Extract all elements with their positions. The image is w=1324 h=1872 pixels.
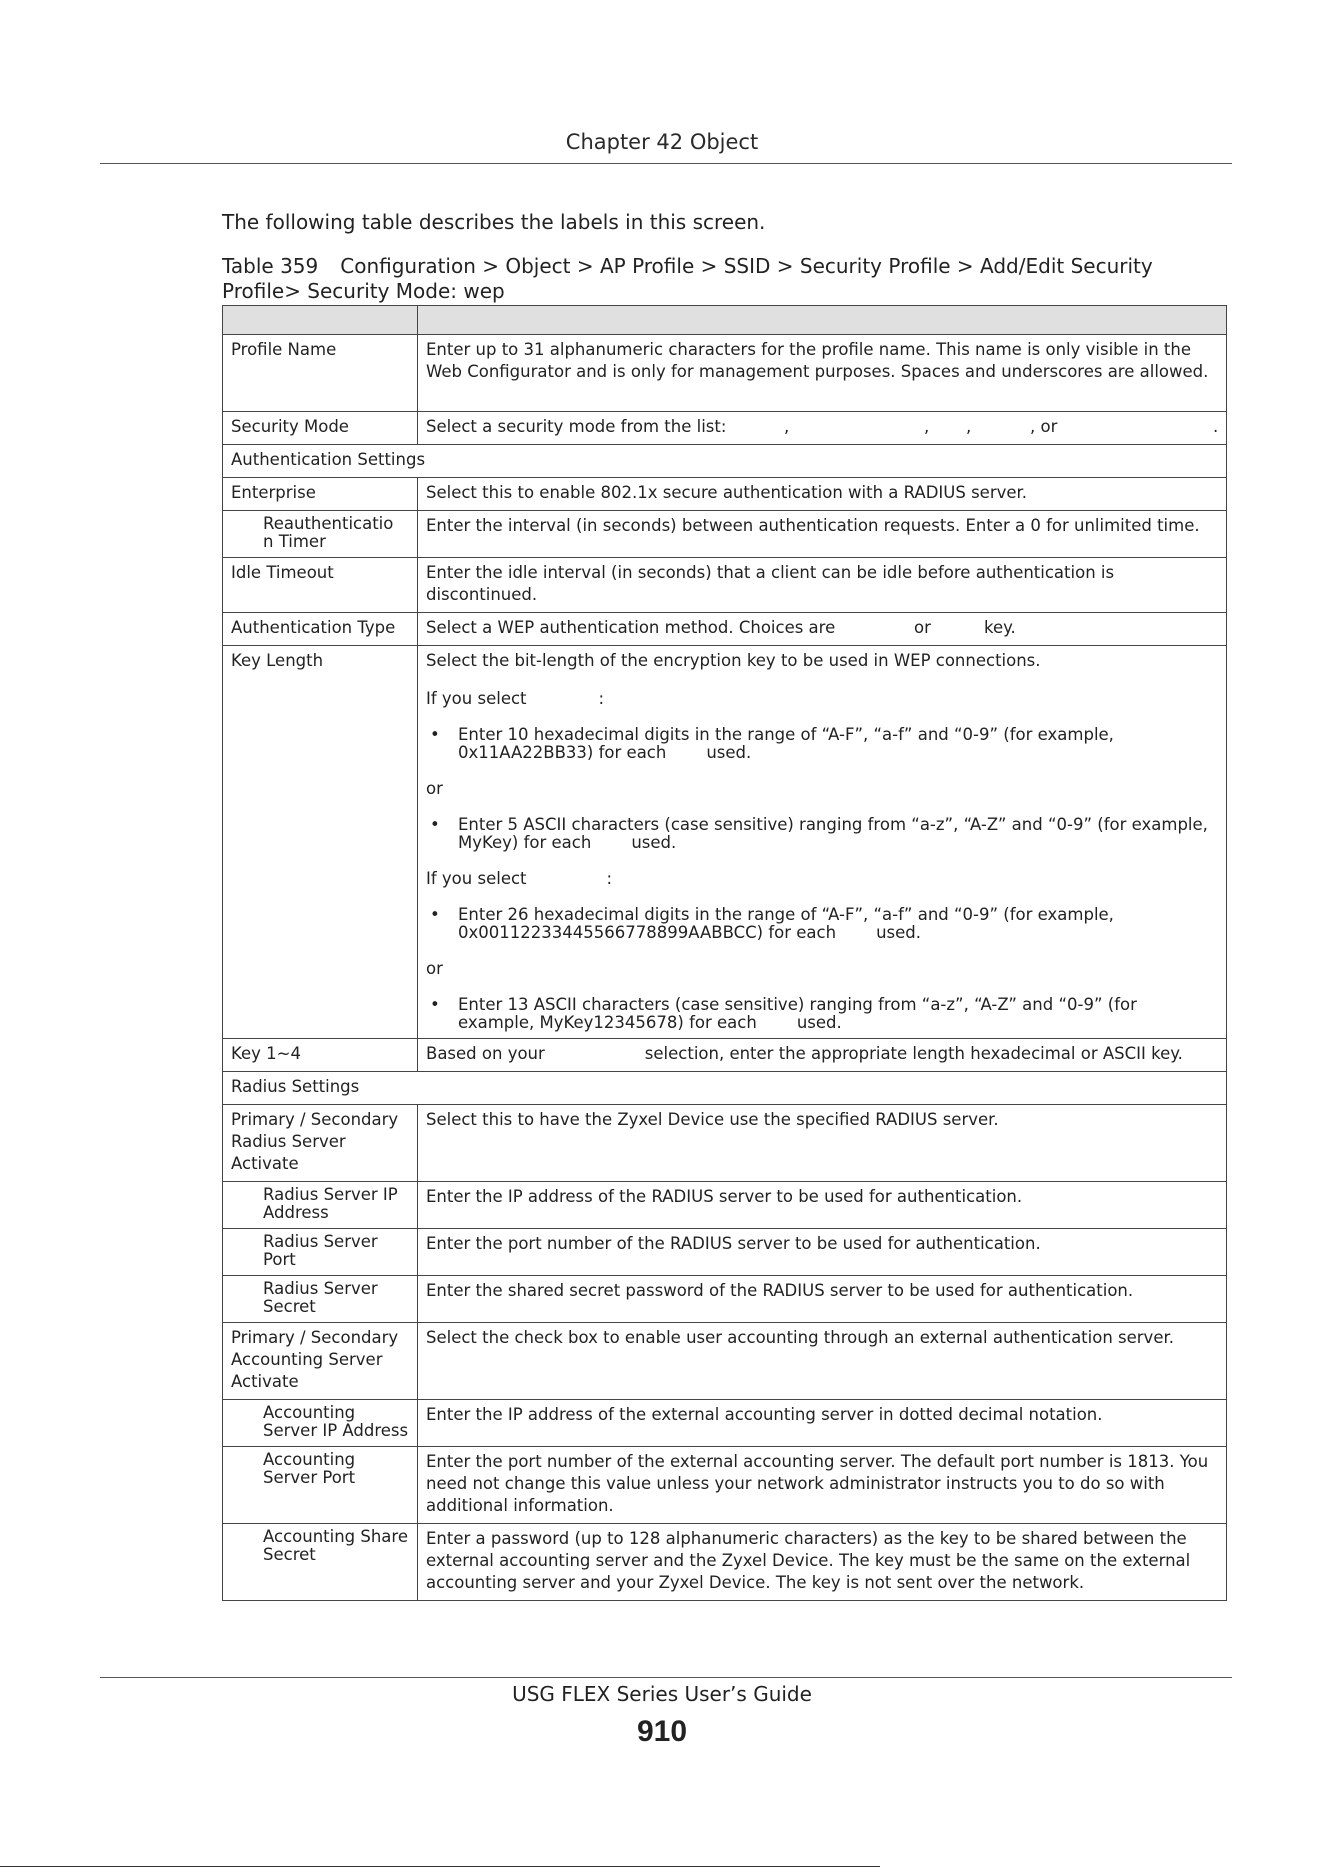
page-bottom-line (0, 1866, 880, 1867)
row-description: Select this to have the Zyxel Device use the specified RADIUS server. (418, 1105, 1227, 1182)
row-description: Select this to enable 802.1x secure authentication with a RADIUS server. (418, 478, 1227, 511)
auth-type-key: key. (984, 618, 1016, 637)
row-description: Enter the interval (in seconds) between authentication requests. Enter a 0 for unlimited time. (418, 511, 1227, 558)
table-row (223, 1229, 1227, 1276)
table-row (223, 1105, 1227, 1182)
row-label: Primary / Secondary Radius Server Activate (223, 1105, 418, 1182)
section-label: Radius Settings (223, 1072, 1227, 1105)
table-caption-text: Configuration > Object > AP Profile > SSID > Security Profile > Add/Edit Security Profile> Security Mode: wep (222, 254, 1153, 303)
key-length-intro: Select the bit-length of the encryption key to be used in WEP connections. (426, 651, 1041, 670)
row-label: Radius Server Port (223, 1229, 418, 1276)
auth-type-text: Select a WEP authentication method. Choices are (426, 618, 836, 637)
row-description: Enter the idle interval (in seconds) that a client can be idle before authentication is discontinued. (418, 558, 1227, 613)
page-number: 910 (636, 1715, 688, 1748)
row-label: Security Mode (223, 412, 418, 445)
row-label: Reauthenticatio n Timer (223, 511, 418, 558)
header-cell-label (223, 306, 418, 335)
security-mode-sep: , (966, 417, 972, 436)
labels-table-wrapper (222, 305, 1226, 1601)
security-mode-sep: . (1213, 417, 1219, 436)
row-label: Radius Server IP Address (223, 1182, 418, 1229)
table-section-row (223, 1072, 1227, 1105)
labels-table (222, 305, 1227, 1601)
row-label: Radius Server Secret (223, 1276, 418, 1323)
table-row (223, 646, 1227, 1039)
security-mode-text: Select a security mode from the list: (426, 417, 727, 436)
row-label: Idle Timeout (223, 558, 418, 613)
table-row (223, 478, 1227, 511)
table-row (223, 1182, 1227, 1229)
table-caption (222, 254, 1222, 304)
row-description: Enter the port number of the external accounting server. The default port number is 1813. You need not change this value unless your network administrator instructs you to do so with additional information. (418, 1447, 1227, 1524)
row-label: Primary / Secondary Accounting Server Activate (223, 1323, 418, 1400)
chapter-title: Chapter 42 Object (565, 130, 759, 154)
table-row (223, 1524, 1227, 1601)
security-mode-sep: , (784, 417, 790, 436)
key-length-if-128: If you select : (426, 869, 613, 888)
table-row (223, 613, 1227, 646)
key-length-or: or (426, 959, 443, 978)
table-row (223, 558, 1227, 613)
row-label: Authentication Type (223, 613, 418, 646)
row-label: Key Length (223, 646, 418, 1039)
guide-title: USG FLEX Series User’s Guide (512, 1682, 812, 1706)
auth-type-or: or (914, 618, 931, 637)
table-row (223, 335, 1227, 412)
row-description (418, 412, 1227, 445)
row-description: Enter the shared secret password of the RADIUS server to be used for authentication. (418, 1276, 1227, 1323)
row-label: Accounting Server IP Address (223, 1400, 418, 1447)
key-length-bullet: • Enter 13 ASCII characters (case sensitive) ranging from “a-z”, “A-Z” and “0-9” (for example, MyKey12345678) for each used. (430, 995, 1137, 1032)
header-divider (100, 163, 1232, 164)
row-label: Accounting Server Port (223, 1447, 418, 1524)
table-section-row (223, 445, 1227, 478)
row-label: Key 1~4 (223, 1039, 418, 1072)
row-description: Based on your selection, enter the appropriate length hexadecimal or ASCII key. (418, 1039, 1227, 1072)
row-label: Profile Name (223, 335, 418, 412)
row-description: Enter a password (up to 128 alphanumeric characters) as the key to be shared between the external accounting server and the Zyxel Device. The key must be the same on the external accounting server and your Zyxel Device. The key is not sent over the network. (418, 1524, 1227, 1601)
key-length-bullet: • Enter 5 ASCII characters (case sensitive) ranging from “a-z”, “A-Z” and “0-9” (for example, MyKey) for each used. (430, 815, 1208, 852)
row-description: Select the check box to enable user accounting through an external authentication server. (418, 1323, 1227, 1400)
key-length-bullet: • Enter 10 hexadecimal digits in the range of “A-F”, “a-f” and “0-9” (for example, 0x11AA22BB33) for each used. (430, 725, 1114, 762)
row-label: Accounting Share Secret (223, 1524, 418, 1601)
table-row (223, 1447, 1227, 1524)
row-description (418, 613, 1227, 646)
table-row (223, 1039, 1227, 1072)
table-row (223, 1400, 1227, 1447)
row-description (418, 646, 1227, 1039)
table-header-row (223, 306, 1227, 335)
section-label: Authentication Settings (223, 445, 1227, 478)
table-row (223, 1276, 1227, 1323)
row-description: Enter up to 31 alphanumeric characters for the profile name. This name is only visible in the Web Configurator and is only for management purposes. Spaces and underscores are allowed. (418, 335, 1227, 412)
table-row (223, 1323, 1227, 1400)
security-mode-sep: , (924, 417, 930, 436)
key-length-bullet: • Enter 26 hexadecimal digits in the range of “A-F”, “a-f” and “0-9” (for example, 0x00112233445566778899AABBCC) for each used. (430, 905, 1114, 942)
table-row (223, 412, 1227, 445)
row-description: Enter the IP address of the external accounting server in dotted decimal notation. (418, 1400, 1227, 1447)
row-label: Enterprise (223, 478, 418, 511)
row-description: Enter the IP address of the RADIUS server to be used for authentication. (418, 1182, 1227, 1229)
key-length-or: or (426, 779, 443, 798)
security-mode-sep: , or (1030, 417, 1058, 436)
key-length-if-64: If you select : (426, 689, 605, 708)
intro-text: The following table describes the labels in this screen. (222, 210, 766, 234)
table-row (223, 511, 1227, 558)
header-cell-description (418, 306, 1227, 335)
table-number: Table 359 (222, 254, 319, 278)
row-description: Enter the port number of the RADIUS server to be used for authentication. (418, 1229, 1227, 1276)
